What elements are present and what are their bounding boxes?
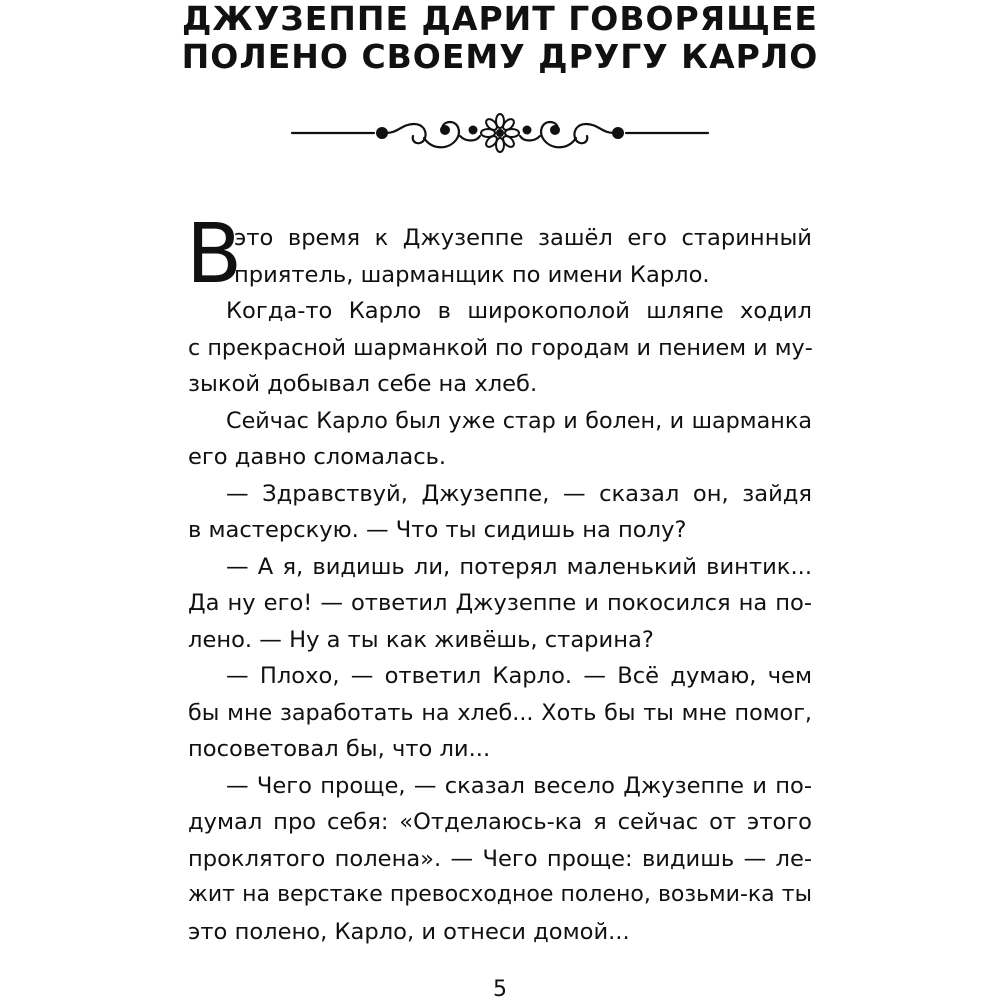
text-line: проклятого полена». — Чего проще: видишь — ле- [188,845,812,872]
text-line: — Здравствуй, Джузеппе, — сказал он, зайдя [226,480,812,507]
text-line: в мастерскую. — Что ты сидишь на полу? [188,517,687,543]
text-line: — Чего проще, — сказал весело Джузеппе и по- [226,772,812,799]
text-line: это полено, Карло, и отнеси домой... [188,918,630,945]
chapter-title [0,0,1000,76]
text-line: Когда-то Карло в широкополой шляпе ходил [226,298,812,324]
paragraph-1 [186,207,812,302]
text-line: жит на верстаке превосходное полено, возьми-ка ты [188,882,812,907]
chapter-title-line-1: ДЖУЗЕППЕ ДАРИТ ГОВОРЯЩЕЕ [182,0,818,38]
floral-divider-icon [290,110,710,156]
text-line: — Плохо, — ответил Карло. — Всё думаю, чем [226,663,812,689]
text-line: приятель, шарманщик по имени Карло. [234,261,710,288]
text-line: думал про себя: «Отделаюсь-ка я сейчас от этого [188,809,812,835]
text-line: бы мне заработать на хлеб... Хоть бы ты мне помог, [188,699,812,726]
text-line: — А я, видишь ли, потерял маленький винтик... [226,553,812,580]
text-line: Да ну его! — ответил Джузеппе и покосился на по- [188,590,812,616]
text-line: зыкой добывал себе на хлеб. [188,371,538,397]
story-text [186,207,813,950]
text-line: посоветовал бы, что ли... [188,736,491,762]
text-line: лено. — Ну а ты как живёшь, старина? [188,626,654,653]
page-number: 5 [493,977,507,1002]
text-line: его давно сломалась. [188,444,447,470]
text-line: это время к Джузеппе зашёл его старинный [234,225,812,251]
chapter-title-line-2: ПОЛЕНО СВОЕМУ ДРУГУ КАРЛО [181,37,819,76]
drop-cap: В [186,207,243,302]
text-line: Сейчас Карло был уже стар и болен, и шарманка [226,407,812,434]
text-line: с прекрасной шарманкой по городам и пением и му- [188,334,813,361]
